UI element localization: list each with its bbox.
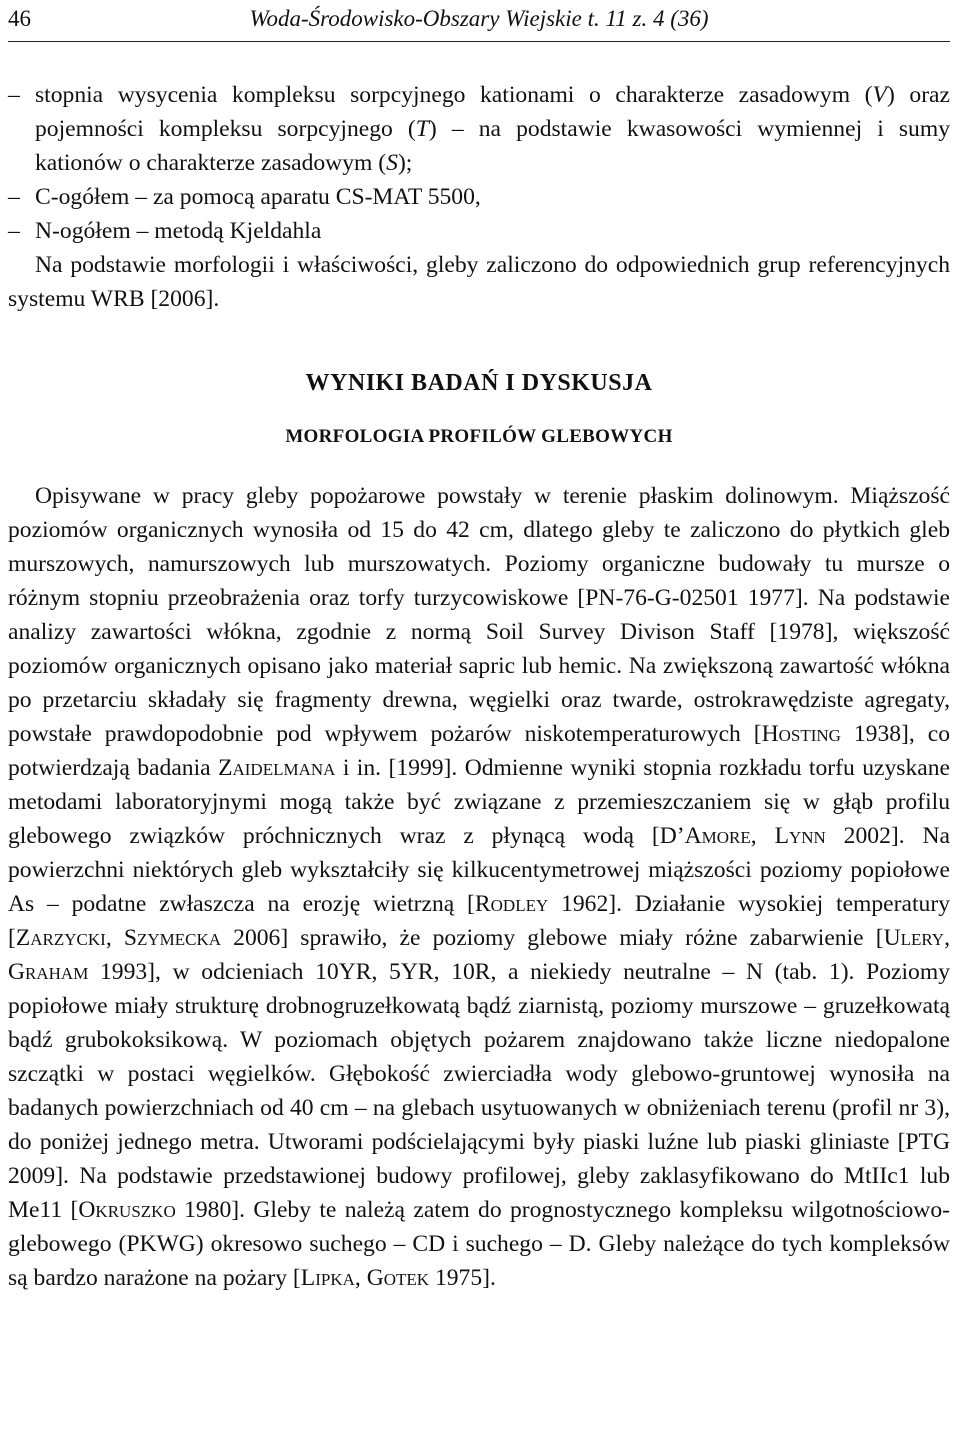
citation-author: Zarzycki: [15, 925, 106, 951]
variable-s: S: [386, 150, 398, 176]
citation-author: Ulery: [883, 925, 945, 951]
list-item-carbon: – C-ogółem – za pomocą aparatu CS-MAT 5500,: [8, 180, 950, 214]
citation-author: Zaidelmana: [218, 755, 336, 781]
list-dash: –: [8, 184, 20, 210]
citation-author: Lynn: [774, 823, 826, 849]
variable-t: T: [415, 116, 429, 142]
subsection-heading: MORFOLOGIA PROFILÓW GLEBOWYCH: [285, 426, 673, 447]
variable-v: V: [872, 82, 887, 108]
journal-title: Woda-Środowisko-Obszary Wiejskie t. 11 z. 4 (36): [249, 6, 709, 31]
results-paragraph: Opisywane w pracy gleby popożarowe powstały w terenie płaskim dolinowym. Miąższość poziomów organicznych wynosiła od 15 do 42 cm, dlatego gleby te zaliczono do płytkich gleb murszowych, namurszowych lub murszowatych. Poziomy organiczne budowały tu mursze o różnym stopniu przeobrażenia oraz torfy turzycowiskowe [PN-76-G-02501 1977]. Na podstawie analizy zawartości włókna, zgodnie z normą Soil Survey Divison Staff [1978], większość poziomów organicznych opisano jako materiał sapric lub hemic. Na zwiększoną zawartość włókna po przetarciu składały się fragmenty drewna, węgielki oraz twarde, ostrokrawędziste agregaty, powstałe prawdopodobnie pod wpływem pożarów niskotemperaturowych [Hosting 1938], co potwierdzają badania Zaidelmana i in. [1999]. Odmienne wyniki stopnia rozkładu torfu uzyskane metodami laboratoryjnymi mogą także być związane z przemieszczaniem się w głąb profilu glebowego związków próchnicznych wraz z płynącą wodą [D’Amore, Lynn 2002]. Na powierzchni niektórych gleb wykształciły się kilkucentymetrowej miąższości poziomy popiołowe As – podatne zwłaszcza na erozję wietrzną [Rodley 1962]. Działanie wysokiej temperatury [Zarzycki, Szymecka 2006] sprawiło, że poziomy glebowe miały różne zabarwienie [Ulery, Graham 1993], w odcieniach 10YR, 5YR, 10R, a niekiedy neutralne – N (tab. 1). Poziomy popiołowe miały strukturę drobnogruzełkowatą bądź ziarnistą, poziomy murszowe – gruzełkowatą bądź grubokoksikową. W poziomach objętych pożarem znajdowano także liczne niedopalone szczątki w postaci węgielków. Głębokość zwierciadła wody glebowo-gruntowej wynosiła na badanych powierzchniach od 40 cm – na glebach usytuowanych w obniżeniach terenu (profil nr 3), do poniżej jednego metra. Utworami podścielającymi były piaski luźne lub piaski gliniaste [PTG 2009]. Na podstawie przedstawionej budowy profilowej, gleby zaklasyfikowano do MtIIc1 lub Me11 [Okruszko 1980]. Gleby te należą zatem do prognostycznego kompleksu wilgotnościowo-glebowego (PKWG) okresowo suchego – CD i suchego – D. Gleby należące do tych kompleksów są bardzo narażone na pożary [Lipka, Gotek 1975].: [8, 483, 951, 1291]
citation-author: Graham: [8, 959, 89, 985]
citation-author: Lipka: [300, 1265, 355, 1291]
section-heading: WYNIKI BADAŃ I DYSKUSJA: [305, 370, 653, 396]
citation-author: Szymecka: [123, 925, 222, 951]
citation-author: Rodley: [474, 891, 549, 917]
citation-author: Okruszko: [78, 1197, 176, 1223]
list-item-nitrogen: – N-ogółem – metodą Kjeldahla: [8, 214, 950, 248]
list-dash: –: [8, 82, 20, 108]
page-header: [8, 6, 950, 42]
list-dash: –: [8, 218, 20, 244]
list-item-sorption: – stopnia wysycenia kompleksu sorpcyjnego kationami o charakterze zasadowym (V) oraz pojemności kompleksu sorpcyjnego (T) – na podstawie kwasowości wymiennej i sumy kationów o charakterze zasadowym (S);: [8, 78, 950, 180]
header-rule: [8, 41, 950, 42]
page-content: [8, 78, 950, 1295]
citation-author: D’Amore: [659, 823, 751, 849]
citation-author: Hosting: [761, 721, 841, 747]
citation-author: Gotek: [366, 1265, 430, 1291]
page-number: 46: [8, 6, 31, 31]
methods-closing-paragraph: Na podstawie morfologii i właściwości, gleby zaliczono do odpowiednich grup referencyjnych systemu WRB [2006].: [8, 252, 950, 312]
